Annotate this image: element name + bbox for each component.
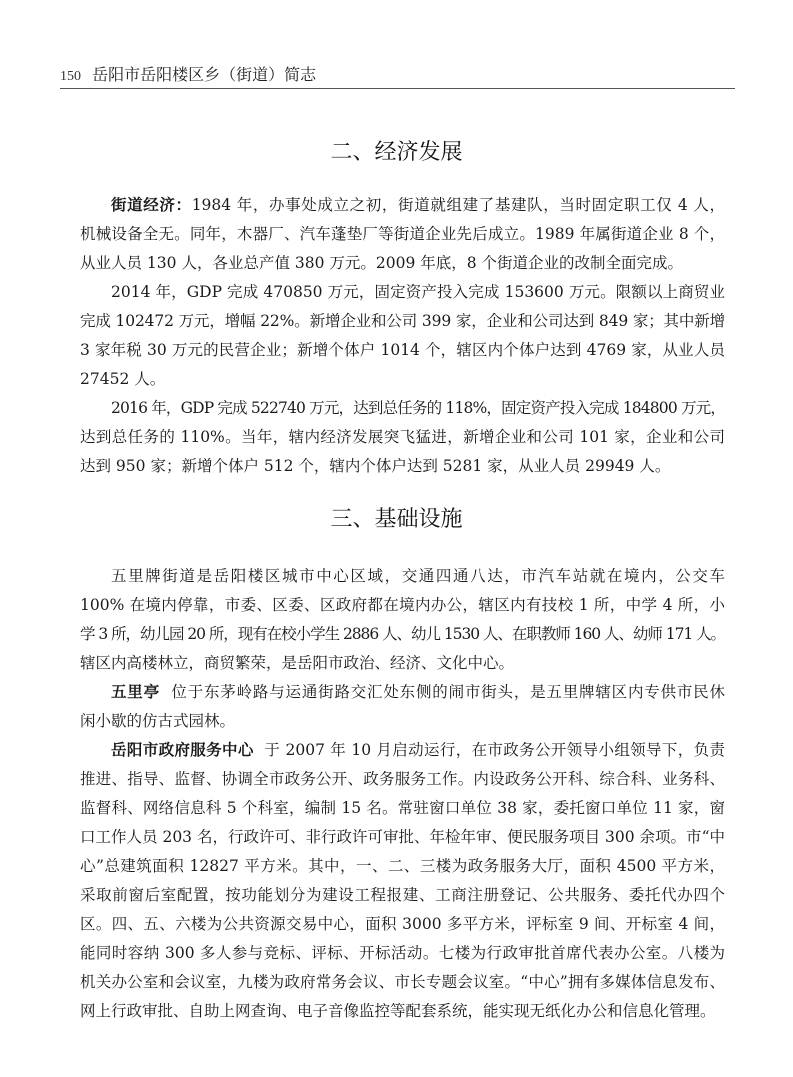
paragraph-lead: 街道经济： xyxy=(111,196,192,214)
line-text: 100% 在境内停靠，市委、区委、区政府都在境内办公，辖区内有技校 1 所，中学 4 所，小 xyxy=(80,596,725,614)
text-line xyxy=(80,620,725,649)
line-text: 网上行政审批、自助上网查询、电子音像监控等配套系统，能实现无纸化办公和信息化管理。 xyxy=(80,1002,716,1020)
line-text: 1984 年，办事处成立之初，街道就组建了基建队，当时固定职工仅 4 人， xyxy=(191,196,725,214)
line-text: 机关办公室和会议室，九楼为政府常务会议、市长专题会议室。“中心”拥有多媒体信息发布、 xyxy=(80,973,725,991)
line-text: 辖区内高楼林立，商贸繁荣，是岳阳市政治、经济、文化中心。 xyxy=(80,654,515,672)
line-text: 达到总任务的 110%。当年，辖内经济发展突飞猛进，新增企业和公司 101 家，企业和公司 xyxy=(80,428,725,446)
line-text: 于 2007 年 10 月启动运行，在市政务公开领导小组领导下，负责 xyxy=(253,741,725,759)
text-line xyxy=(80,307,725,336)
paragraph xyxy=(80,191,725,278)
text-line xyxy=(80,649,725,678)
paragraph xyxy=(80,394,725,481)
text-line xyxy=(80,997,725,1026)
line-text: 推进、指导、监督、协调全市政务公开、政务服务工作。内设政务公开科、综合科、业务科、 xyxy=(80,770,725,788)
line-text: 能同时容纳 300 多人参与竞标、评标、开标活动。七楼为行政审批首席代表办公室。八楼为 xyxy=(80,944,725,962)
line-text: 2016 年，GDP 完成 522740 万元，达到总任务的 118%，固定资产投入完成 184800 万元， xyxy=(111,399,725,417)
paragraph xyxy=(80,278,725,394)
text-line xyxy=(80,823,725,852)
line-text: 采取前窗后室配置，按功能划分为建设工程报建、工商注册登记、公共服务、委托代办四个 xyxy=(80,886,725,904)
text-line xyxy=(80,191,725,220)
line-text: 达到 950 家；新增个体户 512 个，辖内个体户达到 5281 家，从业人员 29949 人。 xyxy=(80,457,671,475)
text-line xyxy=(80,794,725,823)
paragraph xyxy=(80,678,725,736)
line-text: 五里牌街道是岳阳楼区城市中心区域，交通四通八达，市汽车站就在境内，公交车 xyxy=(111,567,725,585)
text-line xyxy=(80,765,725,794)
text-line xyxy=(80,881,725,910)
text-line xyxy=(80,910,725,939)
text-line xyxy=(80,939,725,968)
text-line xyxy=(80,423,725,452)
text-line xyxy=(80,852,725,881)
book-title: 岳阳市岳阳楼区乡（街道）简志 xyxy=(92,65,317,84)
line-text: 完成 102472 万元，增幅 22%。新增企业和公司 399 家，企业和公司达到 849 家；其中新增 xyxy=(80,312,725,330)
page-number: 150 xyxy=(60,69,81,84)
line-text: 区。四、五、六楼为公共资源交易中心，面积 3000 多平方米，评标室 9 间、开标室 4 间， xyxy=(80,915,725,933)
text-line xyxy=(80,736,725,765)
line-text: 机械设备全无。同年，木器厂、汽车蓬垫厂等街道企业先后成立。1989 年属街道企业 8 个， xyxy=(80,225,725,243)
text-line xyxy=(80,678,725,707)
text-line xyxy=(80,394,725,423)
text-line xyxy=(80,278,725,307)
paragraph xyxy=(80,562,725,678)
text-line xyxy=(80,562,725,591)
text-line xyxy=(80,365,725,394)
paragraph xyxy=(80,736,725,1026)
line-text: 监督科、网络信息科 5 个科室，编制 15 名。常驻窗口单位 38 家，委托窗口单位 11 家，窗 xyxy=(80,799,725,817)
line-text: 闲小歇的仿古式园林。 xyxy=(80,712,236,730)
line-text: 27452 人。 xyxy=(80,370,166,388)
text-line xyxy=(80,336,725,365)
text-line xyxy=(80,707,725,736)
text-line xyxy=(80,452,725,481)
running-header xyxy=(60,62,735,89)
line-text: 从业人员 130 人，各业总产值 380 万元。2009 年底，8 个街道企业的改制全面完成。 xyxy=(80,254,684,272)
line-text: 口工作人员 203 名，行政许可、非行政许可审批、年检年审、便民服务项目 300 余项。市“中 xyxy=(80,828,725,846)
section-body-economy xyxy=(80,191,725,481)
text-line xyxy=(80,249,725,278)
line-text: 心”总建筑面积 12827 平方米。其中，一、二、三楼为政务服务大厅，面积 4500 平方米， xyxy=(80,857,725,875)
paragraph-lead: 五里亭 xyxy=(111,683,160,701)
section-body-infrastructure xyxy=(80,562,725,1026)
section-title-infrastructure: 三、基础设施 xyxy=(330,507,463,532)
text-line xyxy=(80,220,725,249)
line-text: 2014 年，GDP 完成 470850 万元，固定资产投入完成 153600 万元。限额以上商贸业 xyxy=(111,283,725,301)
section-title-economy: 二、经济发展 xyxy=(330,140,463,165)
line-text: 3 家年税 30 万元的民营企业；新增个体户 1014 个，辖区内个体户达到 4769 家，从业人员 xyxy=(80,341,725,359)
paragraph-lead: 岳阳市政府服务中心 xyxy=(111,741,254,759)
text-line xyxy=(80,968,725,997)
line-text: 学 3 所，幼儿园 20 所，现有在校小学生 2886 人、幼儿 1530 人、在职教师 160 人、幼师 171 人。 xyxy=(80,625,725,643)
text-line xyxy=(80,591,725,620)
line-text: 位于东茅岭路与运通街路交汇处东侧的闹市街头，是五里牌辖区内专供市民休 xyxy=(159,683,725,701)
